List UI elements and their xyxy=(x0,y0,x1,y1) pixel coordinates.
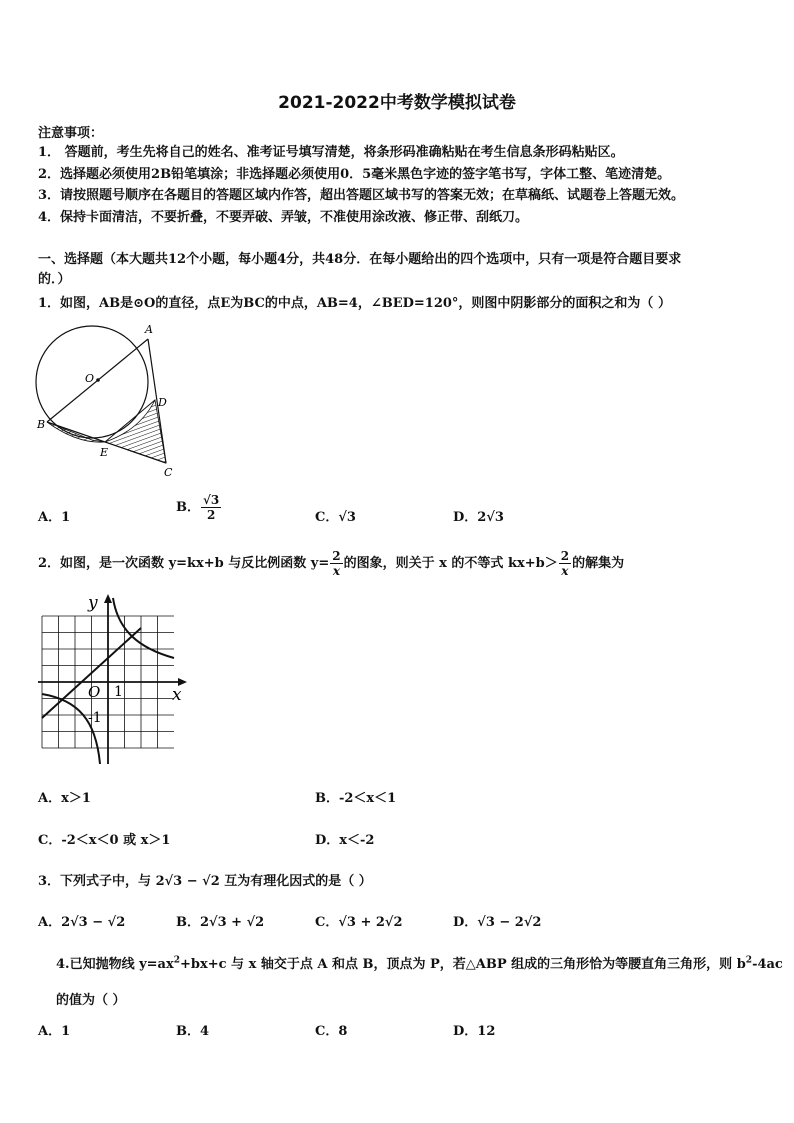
notice-item-4: 4．保持卡面清洁，不要折叠，不要弄破、弄皱，不准使用涂改液、修正带、刮纸刀。 xyxy=(38,210,529,225)
label-e: E xyxy=(100,446,109,459)
notice-item-3: 3．请按照题号顺序在各题目的答题区域内作答，超出答题区域书写的答案无效；在草稿纸、试题卷上答题无效。 xyxy=(38,188,685,203)
q3-option-c[interactable]: C．√3 + 2√2 xyxy=(315,915,403,930)
q2-frac1-den: x xyxy=(332,564,341,578)
q1-option-d-prefix: D． xyxy=(453,510,478,525)
q1-option-d[interactable] xyxy=(453,506,504,525)
q2-option-c[interactable]: C．-2＜x＜0 或 x＞1 xyxy=(38,833,171,848)
notice-item-2: 2．选择题必须使用2B铅笔填涂；非选择题必须使用0．5毫米黑色字迹的签字笔书写，字体工整、笔迹清楚。 xyxy=(38,167,671,182)
q1-option-c-prefix: C． xyxy=(315,510,339,525)
q2-stem-post: 的解集为 xyxy=(572,556,625,571)
q2-stem-fraction-1 xyxy=(330,550,342,577)
center-dot xyxy=(96,378,100,382)
q2-frac2-den: x xyxy=(561,564,569,578)
q1-option-a[interactable]: A．1 xyxy=(38,510,71,525)
q1-option-b[interactable] xyxy=(176,494,222,521)
q2-option-d[interactable]: D．x＜-2 xyxy=(315,833,375,848)
q4-line1-mid: +bx+c 与 x 轴交于点 A 和点 B，顶点为 P，若△ABP 组成的三角形恰为等腰直角三角形，则 b xyxy=(179,957,746,972)
q3-stem xyxy=(38,870,372,889)
page-title: 2021-2022中考数学模拟试卷 xyxy=(278,93,516,113)
label-d: D xyxy=(158,396,167,409)
q3-stem-pre: 3．下列式子中，与 xyxy=(38,874,152,889)
label-one: 1 xyxy=(114,684,123,700)
section-heading-line1: 一、选择题（本大题共12个小题，每小题4分，共48分．在每小题给出的四个选项中，只有一项是符合题目要求 xyxy=(38,252,682,267)
label-origin: O xyxy=(88,683,101,701)
label-neg-one: -1 xyxy=(88,710,102,726)
q4-stem-line1 xyxy=(56,953,783,972)
label-b: B xyxy=(37,418,46,431)
y-axis-arrow xyxy=(104,594,112,603)
q3-option-a[interactable]: A．2√3 − √2 xyxy=(38,915,126,930)
q1-option-c-value: √3 xyxy=(338,510,356,525)
section-heading-line2: 的．） xyxy=(38,272,71,287)
q2-option-b[interactable]: B．-2＜x＜1 xyxy=(315,791,397,806)
notice-item-1: 1． 答题前，考生先将自己的姓名、准考证号填写清楚，将条形码准确粘贴在考生信息条形码粘贴区。 xyxy=(38,145,624,160)
q3-option-b[interactable]: B．2√3 + √2 xyxy=(176,915,265,930)
q2-option-a[interactable]: A．x＞1 xyxy=(38,791,91,806)
q2-frac2-num: 2 xyxy=(560,549,570,563)
label-x: x xyxy=(172,685,182,705)
q2-function-graph xyxy=(38,590,188,764)
q1-circle-figure xyxy=(32,318,188,482)
q3-stem-expression: 2√3 − √2 xyxy=(155,874,220,889)
q4-line1-pre: 4.已知抛物线 y=ax xyxy=(56,957,174,972)
q4-line1-post: -4ac xyxy=(752,957,783,972)
q4-option-b[interactable]: B．4 xyxy=(176,1024,210,1039)
q2-stem xyxy=(38,550,624,577)
notice-heading: 注意事项： xyxy=(38,126,104,141)
q2-stem-mid: 的图象，则关于 x 的不等式 kx+b＞ xyxy=(343,556,558,571)
q1-option-b-denominator: 2 xyxy=(206,508,216,522)
q1-stem: 1．如图，AB是⊙O的直径，点E为BC的中点，AB=4，∠BED=120°，则图中阴影部分的面积之和为（ ） xyxy=(38,296,671,311)
q2-frac1-num: 2 xyxy=(332,549,341,563)
q1-option-b-fraction xyxy=(201,494,221,521)
q1-option-b-prefix: B． xyxy=(176,500,200,515)
q1-option-b-numerator: √3 xyxy=(203,493,220,507)
q1-option-c[interactable] xyxy=(315,506,356,525)
q4-option-c[interactable]: C．8 xyxy=(315,1024,348,1039)
shaded-region-dc xyxy=(105,400,166,463)
q4-option-a[interactable]: A．1 xyxy=(38,1024,71,1039)
q4-stem-line2: 的值为（ ） xyxy=(56,993,126,1008)
q1-option-d-value: 2√3 xyxy=(477,510,504,525)
label-y: y xyxy=(88,593,98,613)
label-o: O xyxy=(85,372,95,385)
label-a: A xyxy=(145,323,153,336)
q4-option-d[interactable]: D．12 xyxy=(453,1024,496,1039)
label-c: C xyxy=(164,466,173,479)
q3-option-d[interactable]: D．√3 − 2√2 xyxy=(453,915,542,930)
q2-stem-fraction-2 xyxy=(559,550,571,577)
q4-sup-2: 2 xyxy=(745,955,753,966)
q2-stem-pre: 2．如图，是一次函数 y=kx+b 与反比例函数 y= xyxy=(38,556,330,571)
q4-sup-1: 2 xyxy=(173,955,180,966)
q3-stem-post: 互为有理化因式的是（ ） xyxy=(224,874,372,889)
